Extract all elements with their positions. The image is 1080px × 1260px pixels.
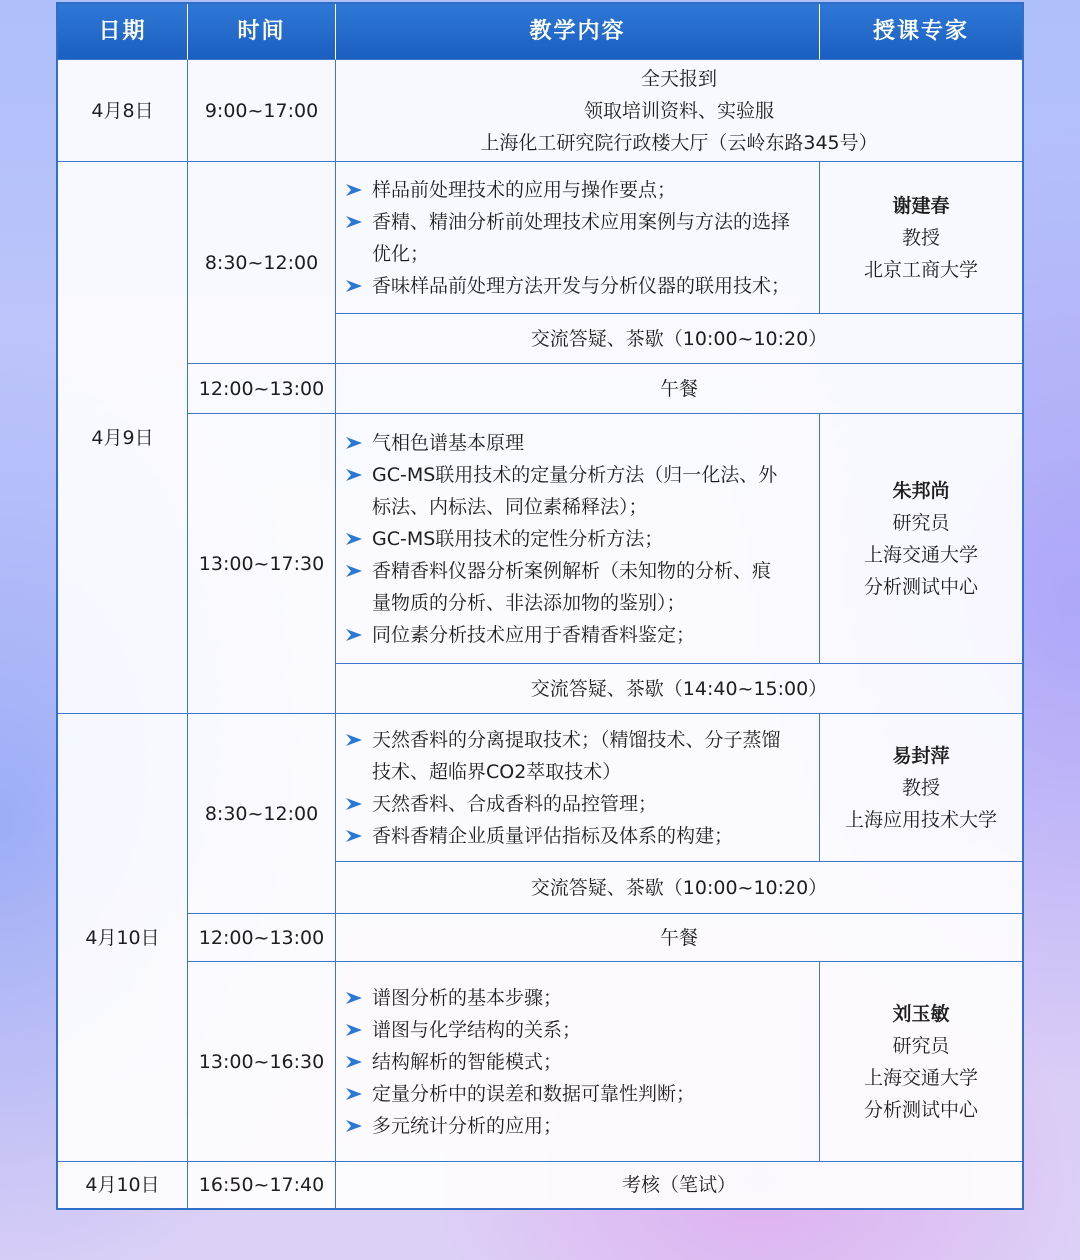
expert-org: 上海交通大学 — [863, 1066, 978, 1089]
day1-content — [336, 60, 1022, 162]
day2-s2-break: 交流答疑、茶歇（14:40~15:00） — [336, 664, 1022, 714]
arrow-bullet-icon — [346, 1046, 362, 1078]
expert-title: 研究员 — [892, 511, 950, 534]
topic-item-cont: 量物质的分析、非法添加物的鉴别）； — [372, 591, 686, 614]
schedule-grid — [58, 4, 1022, 1208]
expert-name: 刘玉敏 — [892, 1002, 950, 1025]
schedule-table — [56, 2, 1024, 1210]
arrow-bullet-icon — [346, 820, 362, 852]
day2-s1-break: 交流答疑、茶歇（10:00~10:20） — [336, 314, 1022, 364]
day2-s2-expert — [820, 414, 1022, 664]
header-date: 日期 — [58, 4, 188, 60]
topic-item: 天然香料的分离提取技术；（精馏技术、分子蒸馏 — [346, 724, 811, 756]
day2-s2-time: 13:00~17:30 — [188, 414, 336, 714]
header-time: 时间 — [188, 4, 336, 60]
topic-item-cont: 优化； — [372, 242, 430, 265]
arrow-bullet-icon — [346, 619, 362, 651]
topic-item: 气相色谱基本原理 — [346, 427, 811, 459]
arrow-bullet-icon — [346, 523, 362, 555]
topic-item: 香料香精企业质量评估指标及体系的构建； — [346, 820, 811, 852]
arrow-bullet-icon — [346, 270, 362, 302]
day2-s1-expert — [820, 162, 1022, 314]
expert-name: 易封萍 — [892, 744, 950, 767]
expert-title: 研究员 — [892, 1034, 950, 1057]
day2-lunch-time: 12:00~13:00 — [188, 364, 336, 414]
topic-item: 天然香料、合成香料的品控管理； — [346, 788, 811, 820]
expert-org: 上海应用技术大学 — [844, 808, 997, 831]
day1-lines — [480, 63, 877, 159]
expert-name: 朱邦尚 — [892, 479, 950, 502]
day1-line: 上海化工研究院行政楼大厅（云岭东路345号） — [480, 131, 878, 154]
day3-s1-break: 交流答疑、茶歇（10:00~10:20） — [336, 862, 1022, 914]
topic-item-cont: 标法、内标法、同位素稀释法）； — [372, 495, 648, 518]
topic-item: 香味样品前处理方法开发与分析仪器的联用技术； — [346, 270, 811, 302]
arrow-bullet-icon — [346, 724, 362, 756]
exam-time: 16:50~17:40 — [188, 1162, 336, 1208]
expert-org: 上海交通大学 — [863, 543, 978, 566]
day3-s2-time: 13:00~16:30 — [188, 962, 336, 1162]
topic-list — [346, 982, 811, 1142]
arrow-bullet-icon — [346, 788, 362, 820]
topic-item: 香精香料仪器分析案例解析（未知物的分析、痕 — [346, 555, 811, 587]
arrow-bullet-icon — [346, 206, 362, 238]
expert-org-dept: 分析测试中心 — [863, 575, 978, 598]
topic-item: 多元统计分析的应用； — [346, 1110, 811, 1142]
topic-item: 同位素分析技术应用于香精香料鉴定； — [346, 619, 811, 651]
day3-lunch-time: 12:00~13:00 — [188, 914, 336, 962]
topic-item: 样品前处理技术的应用与操作要点； — [346, 174, 811, 206]
day3-s2-expert — [820, 962, 1022, 1162]
day3-s1-content — [336, 714, 820, 862]
exam-date: 4月10日 — [58, 1162, 188, 1208]
day3-s1-expert — [820, 714, 1022, 862]
day2-date: 4月9日 — [58, 162, 188, 714]
topic-item: 谱图与化学结构的关系； — [346, 1014, 811, 1046]
topic-item: 定量分析中的误差和数据可靠性判断； — [346, 1078, 811, 1110]
topic-item: 香精、精油分析前处理技术应用案例与方法的选择 — [346, 206, 811, 238]
day3-lunch: 午餐 — [336, 914, 1022, 962]
day2-s1-time: 8:30~12:00 — [188, 162, 336, 364]
day3-s2-content — [336, 962, 820, 1162]
day2-s2-content — [336, 414, 820, 664]
expert-info — [864, 190, 978, 286]
day2-lunch: 午餐 — [336, 364, 1022, 414]
expert-org-dept: 分析测试中心 — [863, 1098, 978, 1121]
arrow-bullet-icon — [346, 982, 362, 1014]
expert-info — [864, 998, 978, 1126]
expert-name: 谢建春 — [892, 194, 950, 217]
topic-item: GC-MS联用技术的定性分析方法； — [346, 523, 811, 555]
arrow-bullet-icon — [346, 459, 362, 491]
topic-list — [346, 174, 811, 302]
topic-item: GC-MS联用技术的定量分析方法（归一化法、外 — [346, 459, 811, 491]
expert-title: 教授 — [901, 226, 940, 249]
day2-s1-content — [336, 162, 820, 314]
topic-list — [346, 724, 811, 852]
arrow-bullet-icon — [346, 1110, 362, 1142]
expert-title: 教授 — [901, 776, 940, 799]
day1-time: 9:00~17:00 — [188, 60, 336, 162]
day3-s1-time: 8:30~12:00 — [188, 714, 336, 914]
topic-item: 谱图分析的基本步骤； — [346, 982, 811, 1014]
arrow-bullet-icon — [346, 1078, 362, 1110]
topic-item-cont: 技术、超临界CO2萃取技术） — [372, 760, 622, 783]
expert-org: 北京工商大学 — [863, 258, 978, 281]
arrow-bullet-icon — [346, 1014, 362, 1046]
expert-info — [845, 740, 997, 836]
day3-date: 4月10日 — [58, 714, 188, 1162]
day1-line: 领取培训资料、实验服 — [583, 99, 774, 122]
expert-info — [864, 475, 978, 603]
exam-label: 考核（笔试） — [621, 1174, 736, 1196]
day1-date: 4月8日 — [58, 60, 188, 162]
header-expert: 授课专家 — [820, 4, 1022, 60]
arrow-bullet-icon — [346, 555, 362, 587]
arrow-bullet-icon — [346, 427, 362, 459]
topic-list — [346, 427, 811, 651]
arrow-bullet-icon — [346, 174, 362, 206]
topic-item: 结构解析的智能模式； — [346, 1046, 811, 1078]
header-content: 教学内容 — [336, 4, 820, 60]
day1-line: 全天报到 — [640, 67, 717, 90]
